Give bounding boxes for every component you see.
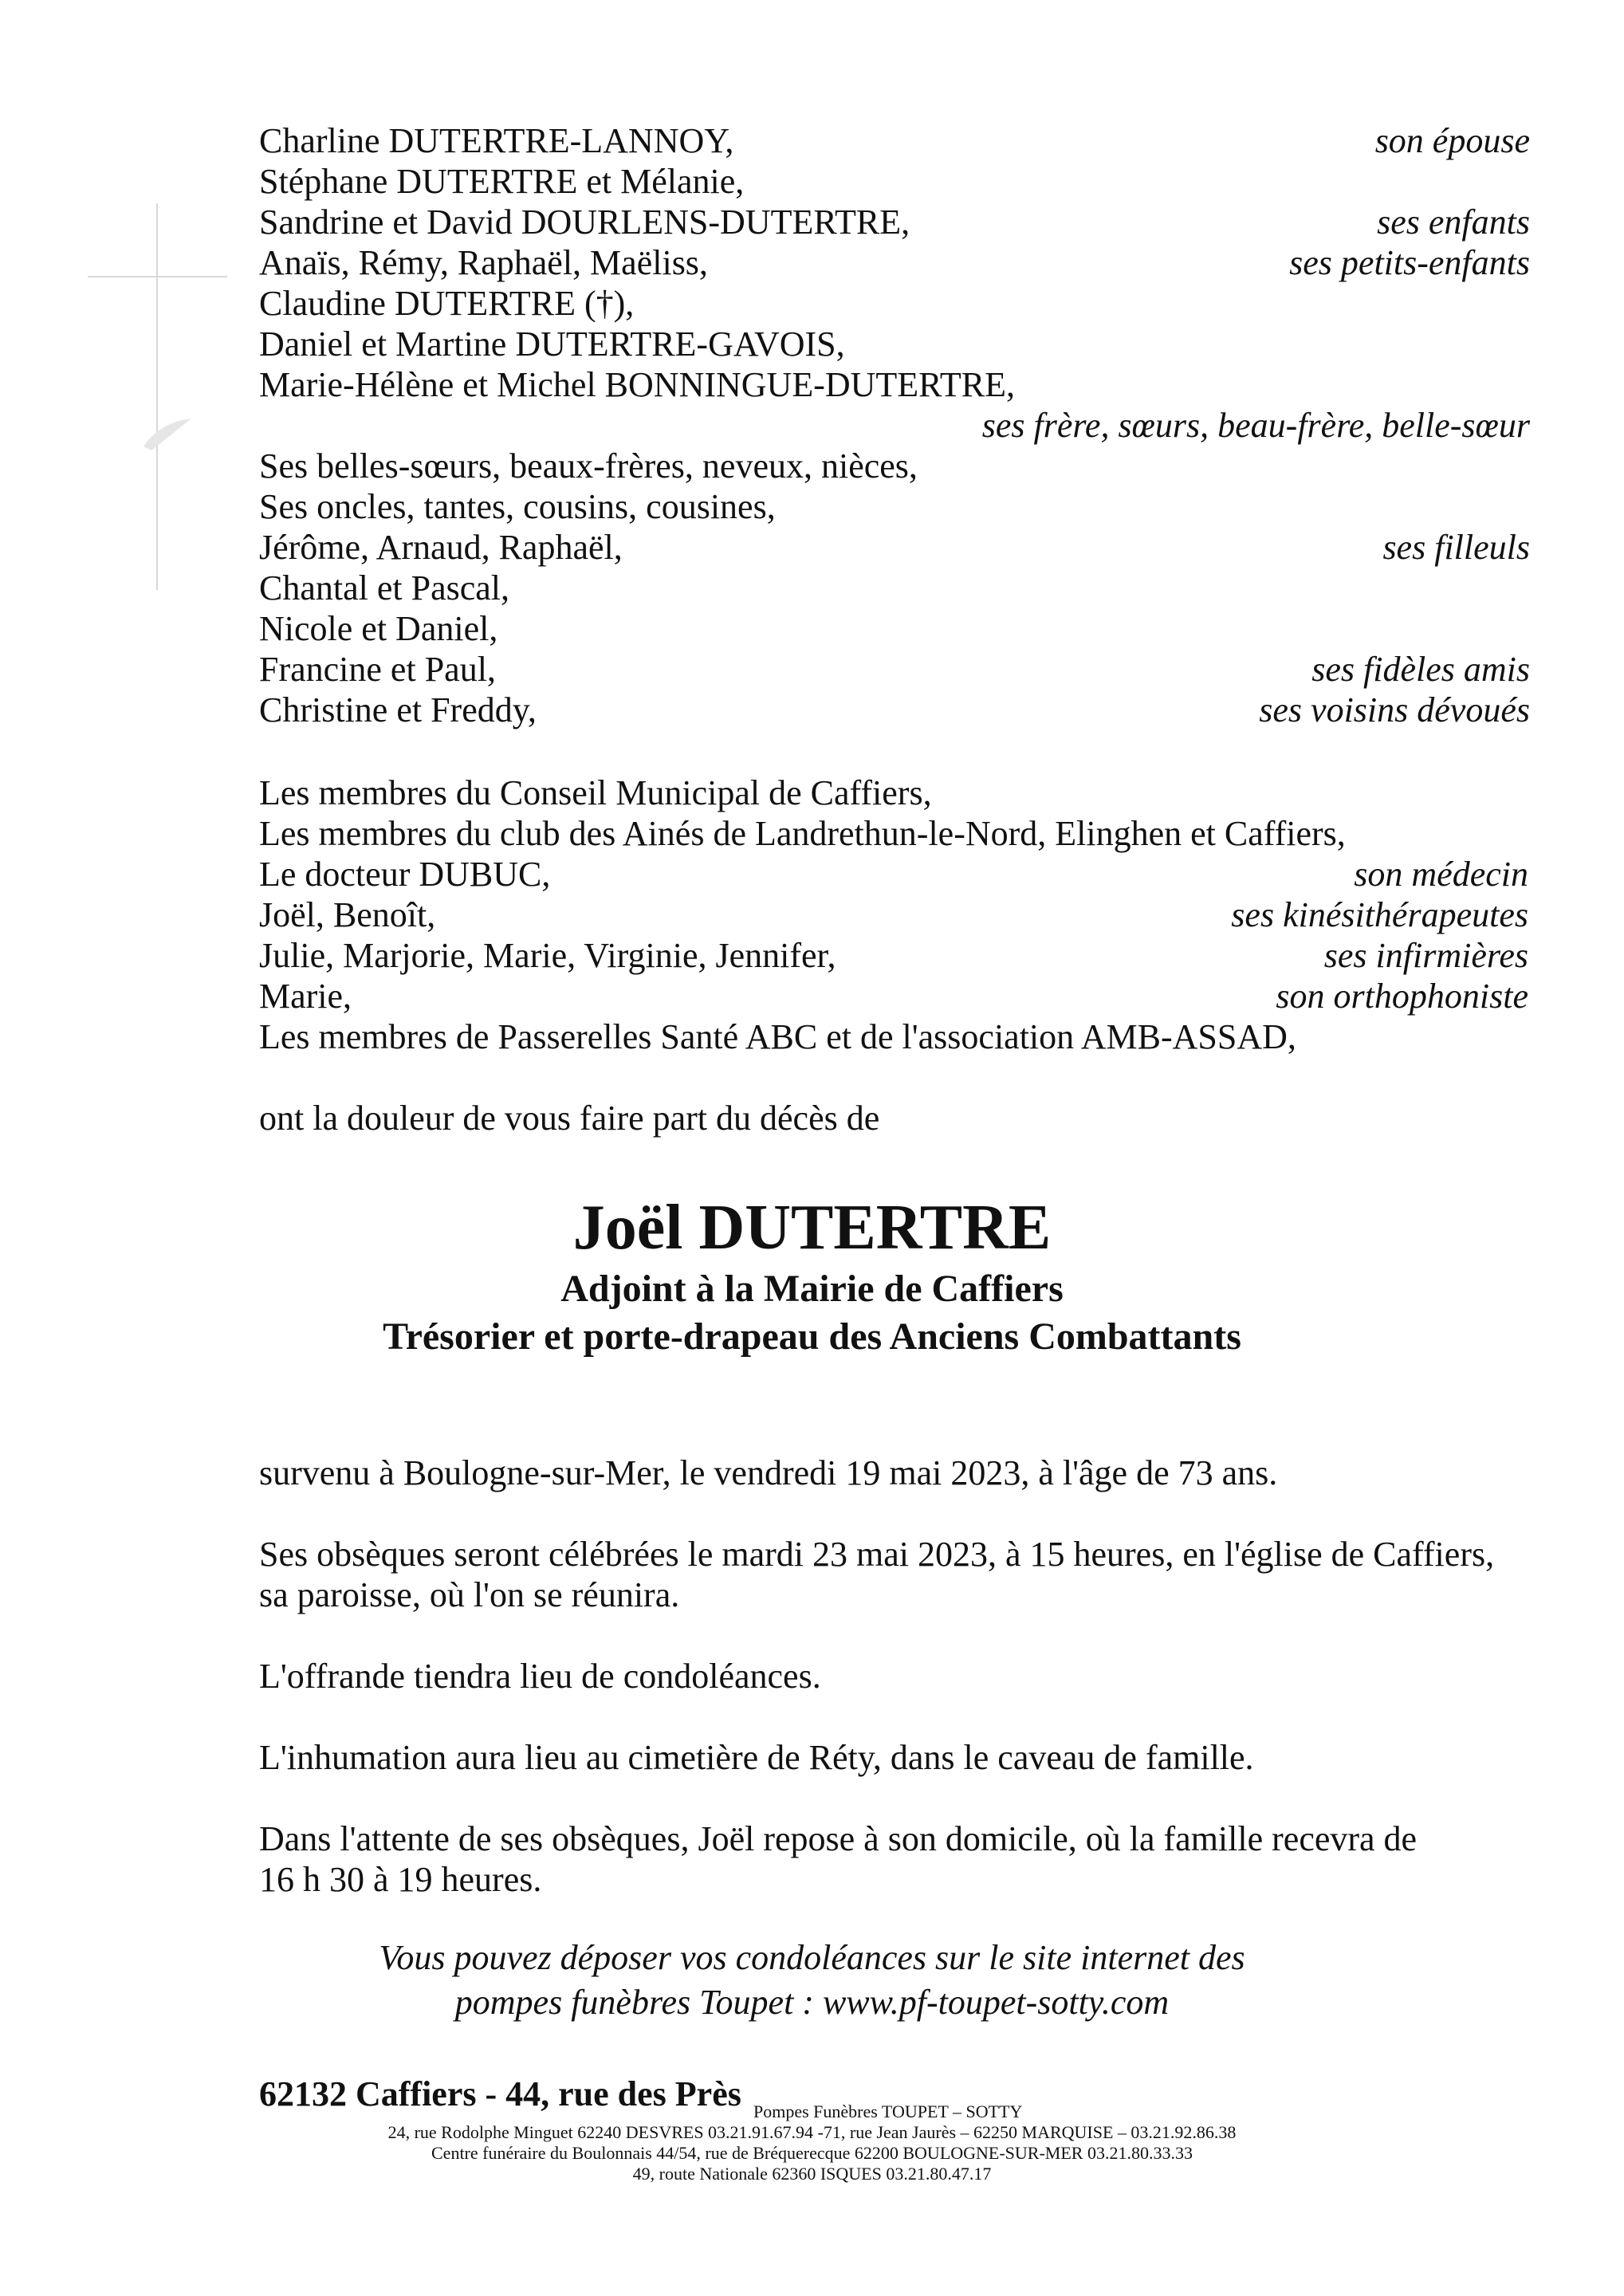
community-line: Les membres du Conseil Municipal de Caffiers, [259, 773, 932, 812]
home-address: 62132 Caffiers - 44, rue des Près [259, 2074, 741, 2113]
family-role: ses filleuls [1382, 528, 1530, 567]
family-line: Nicole et Daniel, [259, 609, 498, 648]
footer-company: Pompes Funèbres TOUPET – SOTTY [753, 2101, 1023, 2121]
community-line: Le docteur DUBUC, [259, 855, 551, 894]
family-line: Charline DUTERTRE-LANNOY, [259, 121, 734, 160]
family-role: ses petits-enfants [1289, 243, 1530, 282]
family-line: Jérôme, Arnaud, Raphaël, [259, 528, 623, 567]
deceased-title-1: Adjoint à la Mairie de Caffiers [560, 1268, 1064, 1310]
family-line: Claudine DUTERTRE (†), [259, 284, 635, 323]
footer-line: 49, route Nationale 62360 ISQUES 03.21.80.47.17 [632, 2164, 992, 2184]
footer-line: Centre funéraire du Boulonnais 44/54, rue de Bréquerecque 62200 BOULOGNE-SUR-MER 03.21.80.33.33 [431, 2143, 1193, 2163]
community-line: Les membres de Passerelles Santé ABC et de l'association AMB-ASSAD, [259, 1017, 1296, 1056]
detail-line: Dans l'attente de ses obsèques, Joël repose à son domicile, où la famille recevra de [259, 1819, 1418, 1858]
community-role: son orthophoniste [1276, 977, 1528, 1016]
family-line: Chantal et Pascal, [259, 568, 510, 607]
detail-line: 16 h 30 à 19 heures. [259, 1860, 542, 1899]
condolences-line: pompes funèbres Toupet : www.pf-toupet-sotty.com [454, 1983, 1170, 2022]
family-line: Stéphane DUTERTRE et Mélanie, [259, 162, 745, 201]
leaf-icon [136, 415, 199, 462]
family-role: ses frère, sœurs, beau-frère, belle-sœur [981, 406, 1530, 445]
detail-line: survenu à Boulogne-sur-Mer, le vendredi 19 mai 2023, à l'âge de 73 ans. [259, 1453, 1278, 1492]
announcement-text: ont la douleur de vous faire part du décès de [259, 1099, 880, 1138]
family-role: ses voisins dévoués [1259, 690, 1530, 729]
deceased-title-2: Trésorier et porte-drapeau des Anciens Combattants [383, 1315, 1241, 1358]
family-line: Christine et Freddy, [259, 690, 537, 729]
community-line: Marie, [259, 977, 352, 1016]
family-line: Sandrine et David DOURLENS-DUTERTRE, [259, 202, 910, 242]
condolences-line: Vous pouvez déposer vos condoléances sur le site internet des [379, 1938, 1245, 1977]
community-role: son médecin [1354, 855, 1528, 894]
community-role: ses kinésithérapeutes [1231, 895, 1528, 934]
community-line: Joël, Benoît, [259, 895, 436, 934]
footer-line: 24, rue Rodolphe Minguet 62240 DESVRES 03.21.91.67.94 -71, rue Jean Jaurès – 62250 MARQUISE – 03.21.92.86.38 [387, 2122, 1237, 2142]
family-line: Daniel et Martine DUTERTRE-GAVOIS, [259, 324, 845, 364]
deceased-name: Joël DUTERTRE [572, 1193, 1052, 1263]
detail-line: L'offrande tiendra lieu de condoléances. [259, 1657, 821, 1696]
detail-line: L'inhumation aura lieu au cimetière de Réty, dans le caveau de famille. [259, 1738, 1254, 1777]
cross-vertical-bar [156, 203, 158, 590]
family-line: Francine et Paul, [259, 650, 496, 689]
community-line: Les membres du club des Ainés de Landrethun-le-Nord, Elinghen et Caffiers, [259, 814, 1346, 853]
cross-horizontal-bar [88, 276, 227, 277]
community-line: Julie, Marjorie, Marie, Virginie, Jennifer, [259, 936, 836, 975]
community-role: ses infirmières [1323, 936, 1528, 975]
family-role: son épouse [1374, 121, 1530, 160]
family-line: Ses oncles, tantes, cousins, cousines, [259, 487, 776, 526]
family-line: Anaïs, Rémy, Raphaël, Maëliss, [259, 243, 708, 282]
family-role: ses enfants [1377, 202, 1530, 242]
detail-line: sa paroisse, où l'on se réunira. [259, 1575, 680, 1614]
family-role: ses fidèles amis [1311, 650, 1530, 689]
family-line: Ses belles-sœurs, beaux-frères, neveux, nièces, [259, 446, 918, 486]
family-line: Marie-Hélène et Michel BONNINGUE-DUTERTRE, [259, 365, 1015, 404]
detail-line: Ses obsèques seront célébrées le mardi 23 mai 2023, à 15 heures, en l'église de Caffiers, [259, 1535, 1495, 1574]
